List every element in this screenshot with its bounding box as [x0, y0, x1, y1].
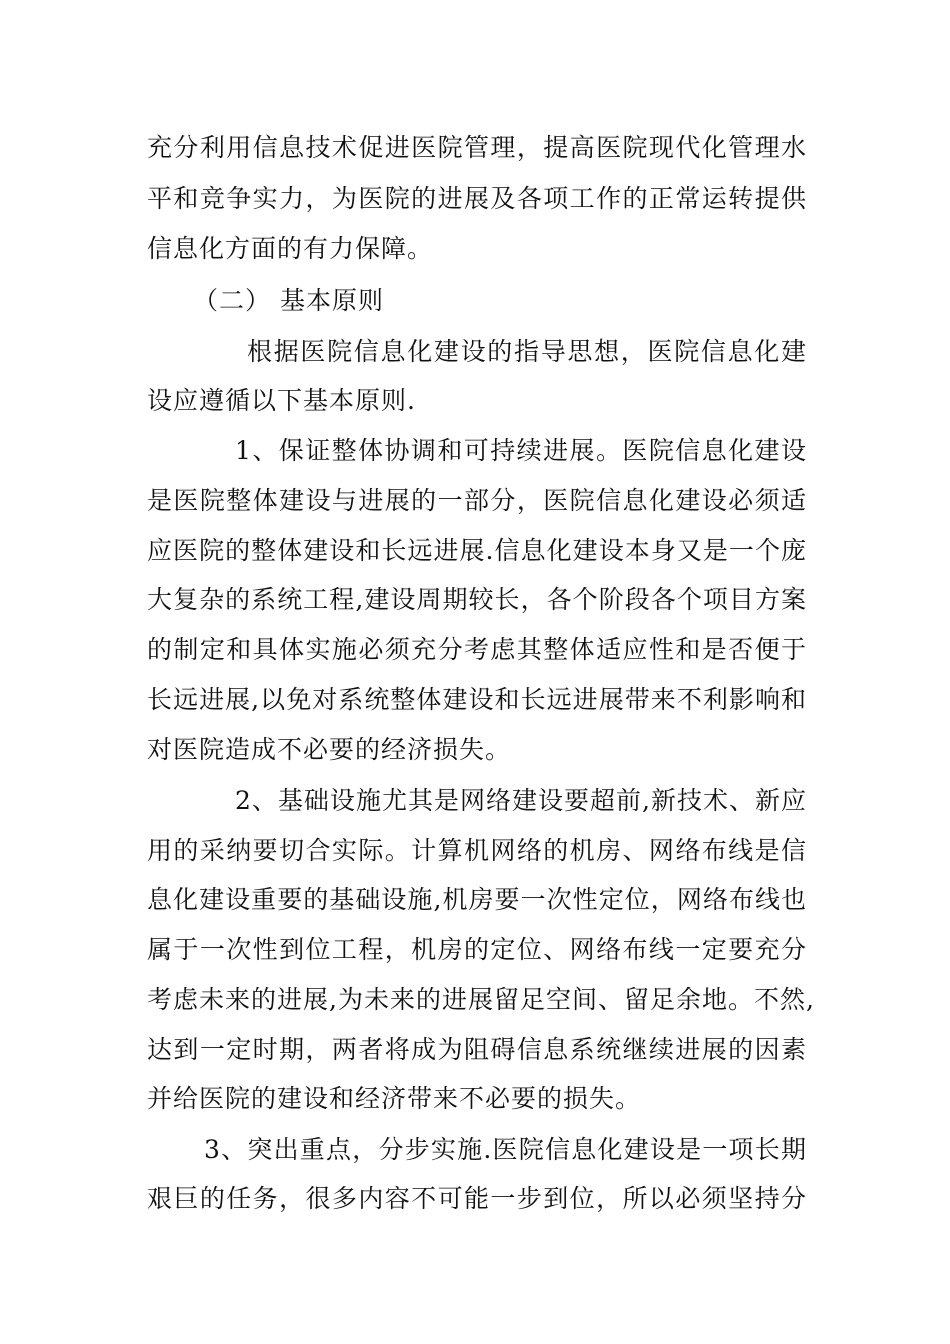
text-line: 用的采纳要切合实际。计算机网络的机房、网络布线是信 [147, 836, 807, 865]
text-line: 考虑未来的进展,为未来的进展留足空间、留足余地。不然, [147, 985, 815, 1014]
text-line: 长远进展,以免对系统整体建设和长远进展带来不利影响和 [147, 685, 807, 714]
text-line: 达到一定时期，两者将成为阻碍信息系统继续进展的因素 [147, 1035, 807, 1064]
section-heading: （二） 基本原则 [193, 286, 384, 315]
text-line: 充分利用信息技术促进医院管理，提高医院现代化管理水 [147, 133, 807, 162]
text-line: 设应遵循以下基本原则. [147, 386, 416, 415]
text-line: 艰巨的任务，很多内容不可能一步到位，所以必须坚持分 [147, 1184, 807, 1213]
text-line: 应医院的整体建设和长远进展.信息化建设本身又是一个庞 [147, 536, 807, 565]
text-line: 1、保证整体协调和可持续进展。医院信息化建设 [235, 436, 807, 465]
text-line: 信息化方面的有力保障。 [147, 234, 434, 263]
text-line: 并给医院的建设和经济带来不必要的损失。 [147, 1084, 642, 1113]
text-line: 平和竞争实力，为医院的进展及各项工作的正常运转提供 [147, 184, 807, 213]
text-line: 属于一次性到位工程，机房的定位、网络布线一定要充分 [147, 935, 807, 964]
text-line: 根据医院信息化建设的指导思想，医院信息化建 [247, 337, 807, 366]
text-line: 对医院造成不必要的经济损失。 [147, 735, 512, 764]
text-line: 3、突出重点，分步实施.医院信息化建设是一项长期 [204, 1135, 807, 1164]
text-line: 的制定和具体实施必须充分考虑其整体适应性和是否便于 [147, 635, 807, 664]
text-line: 大复杂的系统工程,建设周期较长，各个阶段各个项目方案 [147, 585, 807, 614]
text-line: 2、基础设施尤其是网络建设要超前,新技术、新应 [235, 786, 807, 815]
text-line: 是医院整体建设与进展的一部分，医院信息化建设必须适 [147, 486, 807, 515]
text-line: 息化建设重要的基础设施,机房要一次性定位，网络布线也 [147, 885, 807, 914]
